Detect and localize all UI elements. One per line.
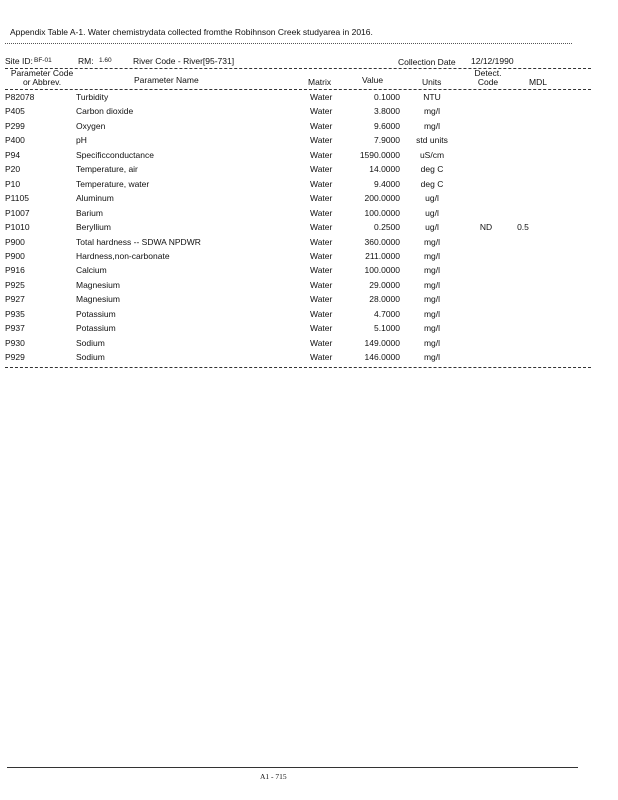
table-title: Appendix Table A-1. Water chemistrydata collected fromthe Robihnson Creek studyarea in 2016. <box>10 27 373 37</box>
table-row <box>0 309 618 324</box>
table-row <box>0 208 618 223</box>
cell-name: Specificconductance <box>76 149 154 160</box>
cell-value: 29.0000 <box>369 279 400 290</box>
cell-units: mg/l <box>423 337 441 348</box>
table-row <box>0 193 618 208</box>
cell-matrix: Water <box>310 265 333 276</box>
cell-matrix: Water <box>310 308 333 319</box>
cell-matrix: Water <box>310 120 333 131</box>
col-header-units: Units <box>422 77 442 87</box>
cell-value: 0.1000 <box>374 92 400 102</box>
cell-name: Aluminum <box>76 193 114 204</box>
cell-value: 211.0000 <box>365 250 400 261</box>
title-divider <box>5 43 572 44</box>
cell-value: 149.0000 <box>364 337 400 348</box>
cell-code: P900 <box>5 236 25 247</box>
col-header-name: Parameter Name <box>134 75 199 85</box>
cell-name: Beryllium <box>76 222 111 233</box>
cell-units: ug/l <box>425 222 439 233</box>
cell-matrix: Water <box>310 135 333 146</box>
cell-value: 1590.0000 <box>359 149 400 160</box>
cell-name: Oxygen <box>76 120 106 131</box>
cell-name: Temperature, air <box>76 164 138 175</box>
table-row <box>0 222 618 237</box>
table-row <box>0 265 618 280</box>
cell-value: 4.7000 <box>374 308 400 319</box>
cell-name: Sodium <box>76 352 105 363</box>
cell-matrix: Water <box>310 92 333 102</box>
col-header-matrix: Matrix <box>308 77 332 87</box>
cell-code: P400 <box>5 135 25 146</box>
site-id-value: BF-01 <box>34 57 52 64</box>
cell-name: Hardness,non-carbonate <box>76 250 170 261</box>
cell-value: 7.9000 <box>374 135 400 146</box>
cell-matrix: Water <box>310 294 333 305</box>
cell-mdl: 0.5 <box>517 222 529 233</box>
cell-name: Total hardness -- SDWA NPDWR <box>76 236 201 247</box>
table-row <box>0 352 618 367</box>
table-row <box>0 92 618 107</box>
cell-code: P82078 <box>5 92 35 102</box>
cell-value: 5.1000 <box>374 323 400 334</box>
cell-name: Carbon dioxide <box>76 106 134 117</box>
table-row <box>0 323 618 338</box>
col-header-mdl: MDL <box>529 77 547 87</box>
cell-code: P1007 <box>5 207 30 218</box>
table-row <box>0 164 618 179</box>
cell-value: 100.0000 <box>364 207 400 218</box>
cell-code: P900 <box>5 250 25 261</box>
table-row <box>0 280 618 295</box>
header-bottom-rule <box>5 89 591 90</box>
river-code: River Code - River[95-731] <box>133 56 235 66</box>
cell-code: P935 <box>5 308 25 319</box>
table-row <box>0 106 618 121</box>
collection-date-label: Collection Date <box>398 57 456 67</box>
cell-matrix: Water <box>310 337 333 348</box>
cell-matrix: Water <box>310 236 333 247</box>
table-row <box>0 237 618 252</box>
cell-matrix: Water <box>310 178 333 189</box>
table-row <box>0 135 618 150</box>
cell-value: 9.4000 <box>374 178 400 189</box>
cell-matrix: Water <box>310 323 333 334</box>
cell-units: ug/l <box>425 193 439 204</box>
cell-code: P20 <box>5 164 21 175</box>
cell-code: P1010 <box>5 222 30 233</box>
cell-matrix: Water <box>310 352 333 363</box>
cell-matrix: Water <box>310 250 333 261</box>
cell-name: pH <box>76 135 87 146</box>
cell-matrix: Water <box>310 164 333 175</box>
cell-units: NTU <box>423 92 441 102</box>
table-row <box>0 294 618 309</box>
cell-value: 0.2500 <box>374 222 400 233</box>
cell-value: 3.8000 <box>374 106 400 117</box>
cell-code: P929 <box>5 352 25 363</box>
cell-name: Magnesium <box>76 279 120 290</box>
table-bottom-rule <box>5 367 591 368</box>
cell-code: P405 <box>5 106 25 117</box>
cell-units: mg/l <box>423 265 441 276</box>
cell-value: 200.0000 <box>364 193 400 204</box>
cell-value: 360.0000 <box>364 236 400 247</box>
cell-value: 14.0000 <box>369 164 400 175</box>
cell-units: mg/l <box>423 279 441 290</box>
cell-units: mg/l <box>423 352 441 363</box>
table-row <box>0 338 618 353</box>
cell-value: 146.0000 <box>364 352 400 363</box>
cell-code: P299 <box>5 120 25 131</box>
cell-matrix: Water <box>310 207 333 218</box>
site-id-label: Site ID: <box>5 56 33 66</box>
cell-units: mg/l <box>423 308 441 319</box>
cell-name: Magnesium <box>76 294 120 305</box>
footer-rule <box>7 767 578 768</box>
col-header-code: Parameter Code or Abbrev. <box>10 68 74 87</box>
cell-name: Sodium <box>76 337 105 348</box>
cell-units: mg/l <box>423 294 441 305</box>
rm-label: RM: <box>78 56 94 66</box>
page-number: A1 - 715 <box>260 772 287 781</box>
collection-date-value: 12/12/1990 <box>471 56 514 66</box>
cell-code: P927 <box>5 294 25 305</box>
table-row <box>0 150 618 165</box>
cell-code: P1105 <box>5 193 29 204</box>
cell-name: Potassium <box>76 323 116 334</box>
cell-matrix: Water <box>310 193 333 204</box>
cell-units: uS/cm <box>419 149 445 160</box>
cell-value: 28.0000 <box>369 294 400 305</box>
cell-matrix: Water <box>310 106 333 117</box>
cell-units: deg C <box>420 164 444 175</box>
cell-code: P916 <box>5 265 25 276</box>
cell-units: mg/l <box>423 323 441 334</box>
cell-matrix: Water <box>310 222 333 233</box>
cell-units: deg C <box>420 178 444 189</box>
cell-detect: ND <box>479 222 493 233</box>
cell-units: std units <box>416 135 448 146</box>
cell-matrix: Water <box>310 279 333 290</box>
cell-code: P94 <box>5 149 21 160</box>
cell-name: Turbidity <box>76 92 109 102</box>
col-header-value: Value <box>362 75 384 85</box>
cell-value: 100.0000 <box>364 265 400 276</box>
cell-code: P937 <box>5 323 25 334</box>
col-header-detect: Detect. Code <box>474 68 502 87</box>
cell-units: mg/l <box>423 250 441 261</box>
cell-value: 9.6000 <box>374 120 400 131</box>
table-row <box>0 251 618 266</box>
table-row <box>0 121 618 136</box>
cell-code: P10 <box>5 178 21 189</box>
cell-code: P930 <box>5 337 25 348</box>
cell-units: mg/l <box>423 236 441 247</box>
cell-name: Barium <box>76 207 103 218</box>
cell-units: ug/l <box>425 207 439 218</box>
table-row <box>0 179 618 194</box>
cell-name: Potassium <box>76 308 116 319</box>
cell-name: Temperature, water <box>76 178 150 189</box>
rm-value: 1.60 <box>99 57 112 64</box>
cell-code: P925 <box>5 279 25 290</box>
cell-matrix: Water <box>310 149 333 160</box>
cell-name: Calcium <box>76 265 107 276</box>
cell-units: mg/l <box>423 120 441 131</box>
cell-units: mg/l <box>423 106 441 117</box>
